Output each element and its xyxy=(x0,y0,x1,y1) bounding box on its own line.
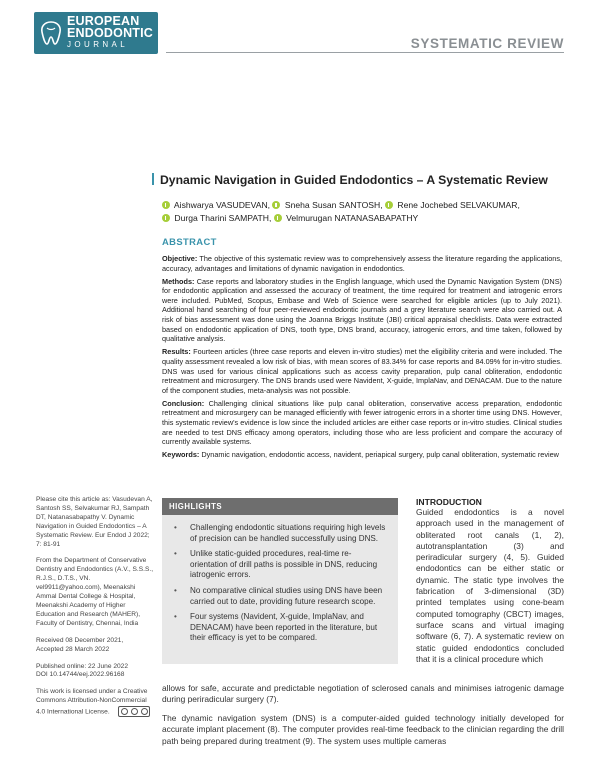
abstract-conclusion xyxy=(162,399,562,447)
highlight-item: • Four systems (Navident, X-guide, ImplaNav, and DENACAM) have been reported in the literature, but their efficacy is yet to be compared. xyxy=(174,612,388,644)
received-date: Received 08 December 2021, xyxy=(36,636,124,644)
keywords-label: Keywords: xyxy=(162,450,200,460)
keywords-text: Dynamic navigation, endodontic access, navident, periapical surgery, pulp canal obliteration, systematic review xyxy=(201,450,559,460)
results-label: Results: xyxy=(162,347,191,357)
accepted-date: Accepted 28 March 2022 xyxy=(36,645,110,653)
highlight-item: • No comparative clinical studies using DNS have been carried out to date, providing future research scope. xyxy=(174,586,388,607)
highlights-heading: HIGHLIGHTS xyxy=(162,498,398,515)
conclusion-text: Challenging clinical situations like pulp canal obliteration, conservative access preparation, endodontic retreatment and microsurgery can be managed efficiently with fewer iatrogenic errors in a shorter time using DNS. However, this systematic review's evidence is low since the included articles are either case reports or in-vitro studies. Clinical studies are needed to test DNS efficacy among operators, including those who are less proficient and compare the accuracy of currently available systems. xyxy=(162,398,562,447)
highlights-list xyxy=(162,515,398,644)
title-accent-bar xyxy=(152,173,154,185)
logo-wordmark xyxy=(67,15,153,51)
published-date: Published online: 22 June 2022 xyxy=(36,662,129,670)
author-name: Rene Jochebed SELVAKUMAR, xyxy=(397,200,520,210)
abstract-results xyxy=(162,347,562,395)
journal-logo xyxy=(34,12,158,54)
objective-text: The objective of this systematic review was to comprehensively assess the literature regarding the applications, accuracy, advantages and limitations of dynamic navigation in endodontics. xyxy=(162,254,562,273)
article-title-wrap xyxy=(152,173,548,187)
section-label: SYSTEMATIC REVIEW xyxy=(410,36,564,51)
author-name: Aishwarya VASUDEVAN, xyxy=(173,200,271,210)
author-line-1 xyxy=(162,199,520,212)
doi[interactable]: DOI 10.14744/eej.2022.96168 xyxy=(36,671,125,679)
logo-line-2: ENDODONTIC xyxy=(67,26,154,40)
tooth-logo-icon xyxy=(38,20,64,46)
article-sidebar xyxy=(36,496,154,725)
article-title: Dynamic Navigation in Guided Endodontics – A Systematic Review xyxy=(160,173,548,187)
cc-license-icon[interactable] xyxy=(118,706,150,717)
affiliation-note: From the Department of Conservative Dentistry and Endodontics (A.V., S.S.S., R.J.S., D.T.S., VN. vel9911@yahoo.com), Meenakshi Ammal Dental College & Hospital, Meenakshi Academy of Higher Education and Research (MAHER), Faculty of Dentistry, Chennai, India xyxy=(36,557,154,627)
publication-block xyxy=(36,663,154,681)
license-block xyxy=(36,688,154,717)
introduction-paragraph-2: The dynamic navigation system (DNS) is a computer-aided guided technology initially developed for accurate implant placement (8). The computer provides real-time feedback to the clinician regarding the drill path being prepared during treatment (9). The system uses multiple cameras xyxy=(162,713,564,746)
methods-label: Methods: xyxy=(162,276,195,286)
logo-line-1: EUROPEAN xyxy=(67,14,140,28)
abstract-keywords xyxy=(162,450,562,460)
orcid-icon[interactable] xyxy=(274,214,282,222)
dates-block xyxy=(36,637,154,655)
license-note: This work is licensed under a Creative Commons Attribution-NonCommercial 4.0 International License. xyxy=(36,688,148,716)
orcid-icon[interactable] xyxy=(162,214,170,222)
author-list xyxy=(162,199,520,225)
highlight-item: • Challenging endodontic situations requiring high levels of precision can be handled successfully using DNS. xyxy=(174,523,388,544)
author-name: Sneha Susan SANTOSH, xyxy=(284,200,383,210)
objective-label: Objective: xyxy=(162,254,198,263)
header-divider xyxy=(166,52,564,53)
abstract-heading: ABSTRACT xyxy=(162,236,217,247)
abstract-methods xyxy=(162,277,562,344)
methods-text: Case reports and laboratory studies in the English language, which used the Dynamic Navigation System (DNS) for endodontic application and assessed the accuracy of treatment, the time required for treatment and iatrogenic errors were included. PubMed, Scopus, Embase and Web of Science were searched for eligible articles (up to July 2021). Additional hand searching of four peer-reviewed endodontic journals and a grey literature search were also carried out. A risk of bias assessment was done using the Joanna Briggs Institute (JBI) critical appraisal checklists. Data were extracted based on endodontic application of DNS, tooth type, DNS brand, accuracy, iatrogenic errors, and time taken, followed by qualitative analysis. xyxy=(162,276,562,344)
orcid-icon[interactable] xyxy=(272,201,280,209)
abstract-objective xyxy=(162,254,562,273)
orcid-icon[interactable] xyxy=(162,201,170,209)
author-name: Velmurugan NATANASABAPATHY xyxy=(286,213,419,223)
logo-line-3: JOURNAL xyxy=(67,40,129,49)
introduction-column: Guided endodontics is a novel approach used in the management of obliterated root canals (1, 2), autotransplantation (3) and periradicular surgery (4, 5). Guided endodontics can be either static or dynamic. The static type involves the fabrication of 3-dimensional (3D) printed templates using cone-beam computed tomography (CBCT) images, surface scans and virtual imaging software (6, 7). A systematic review on static guided endodontics concluded that it is a clinical procedure which xyxy=(416,507,564,664)
highlights-box xyxy=(162,498,398,664)
abstract-body xyxy=(162,254,562,463)
introduction-continued: allows for safe, accurate and predictable negotiation of sclerosed canals and minimises iatrogenic damage during periradicular surgery (7). xyxy=(162,683,564,705)
introduction-heading: INTRODUCTION xyxy=(416,497,482,507)
citation-note: Please cite this article as: Vasudevan A, Santosh SS, Selvakumar RJ, Sampath DT, Natanasabapathy V. Dynamic Navigation in Guided Endodontics – A Systematic Review. Eur Endod J 2022; 7: 81-91 xyxy=(36,496,153,548)
highlight-item: • Unlike static-guided procedures, real-time re-orientation of drill paths is possible in DNS, reducing iatrogenic errors. xyxy=(174,549,388,581)
author-line-2 xyxy=(162,212,520,225)
results-text: Fourteen articles (three case reports and eleven in-vitro studies) met the eligibility criteria and were included. The quality assessment revealed a low risk of bias, with mean scores of 83.34% for case reports and 84.09% for in-vitro studies. DNS was used for various clinical applications such as access cavity preparation, pulp canal obliteration, endodontic retreatment and microsurgery. The DNS brands used were Navident, X-guide, ImplaNav, and DENACAM. Due to the nature of the component studies, meta-analysis was not possible. xyxy=(162,347,563,395)
author-name: Durga Tharini SAMPATH, xyxy=(174,213,272,223)
orcid-icon[interactable] xyxy=(385,201,393,209)
conclusion-label: Conclusion: xyxy=(162,398,205,408)
